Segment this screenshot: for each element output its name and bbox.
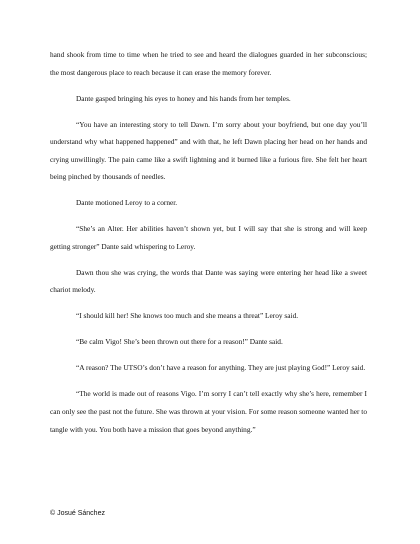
paragraph-7: “I should kill her! She knows too much and she means a threat” Leroy said. — [76, 311, 299, 321]
paragraph-8: “Be calm Vigo! She’s been thrown out there for a reason!” Dante said. — [76, 337, 283, 347]
paragraph-4: Dante motioned Leroy to a corner. — [76, 198, 178, 208]
paragraph-6: Dawn thou she was crying, the words that Dante was saying were entering her head like a sweet chariot melody. — [50, 267, 367, 295]
paragraph-10: “The world is made out of reasons Vigo. I’m sorry I can’t tell exactly why she’s here, remember I can only see the past not the future. She was thrown at your vision. For some reason someone wanted her to tangle with you. You both have a mission that goes beyond anything.” — [50, 389, 367, 434]
body-text — [50, 46, 367, 447]
paragraph-5: “She’s an Alter. Her abilities haven’t shown yet, but I will say that she is strong and will keep getting stronger” Dante said whispering to Leroy. — [50, 224, 367, 251]
paragraph-3: “You have an interesting story to tell Dawn. I’m sorry about your boyfriend, but one day you’ll understand why what happened happened” and with that, he left Dawn placing her head on her hands and crying unwillingly. The pain came like a swift lightning and it burned like a furious fire. She felt her heart being pinched by thousands of needles. — [50, 119, 367, 182]
paragraph-2: Dante gasped bringing his eyes to honey and his hands from her temples. — [76, 93, 291, 103]
copyright-footer: © Josué Sánchez — [50, 510, 105, 517]
paragraph-1: hand shook from time to time when he tried to see and heard the dialogues guarded in her subconscious; the most dangerous place to reach because it can erase the memory forever. — [50, 50, 367, 77]
paragraph-9: “A reason? The UTSO’s don’t have a reason for anything. They are just playing God!” Leroy said. — [76, 363, 366, 373]
